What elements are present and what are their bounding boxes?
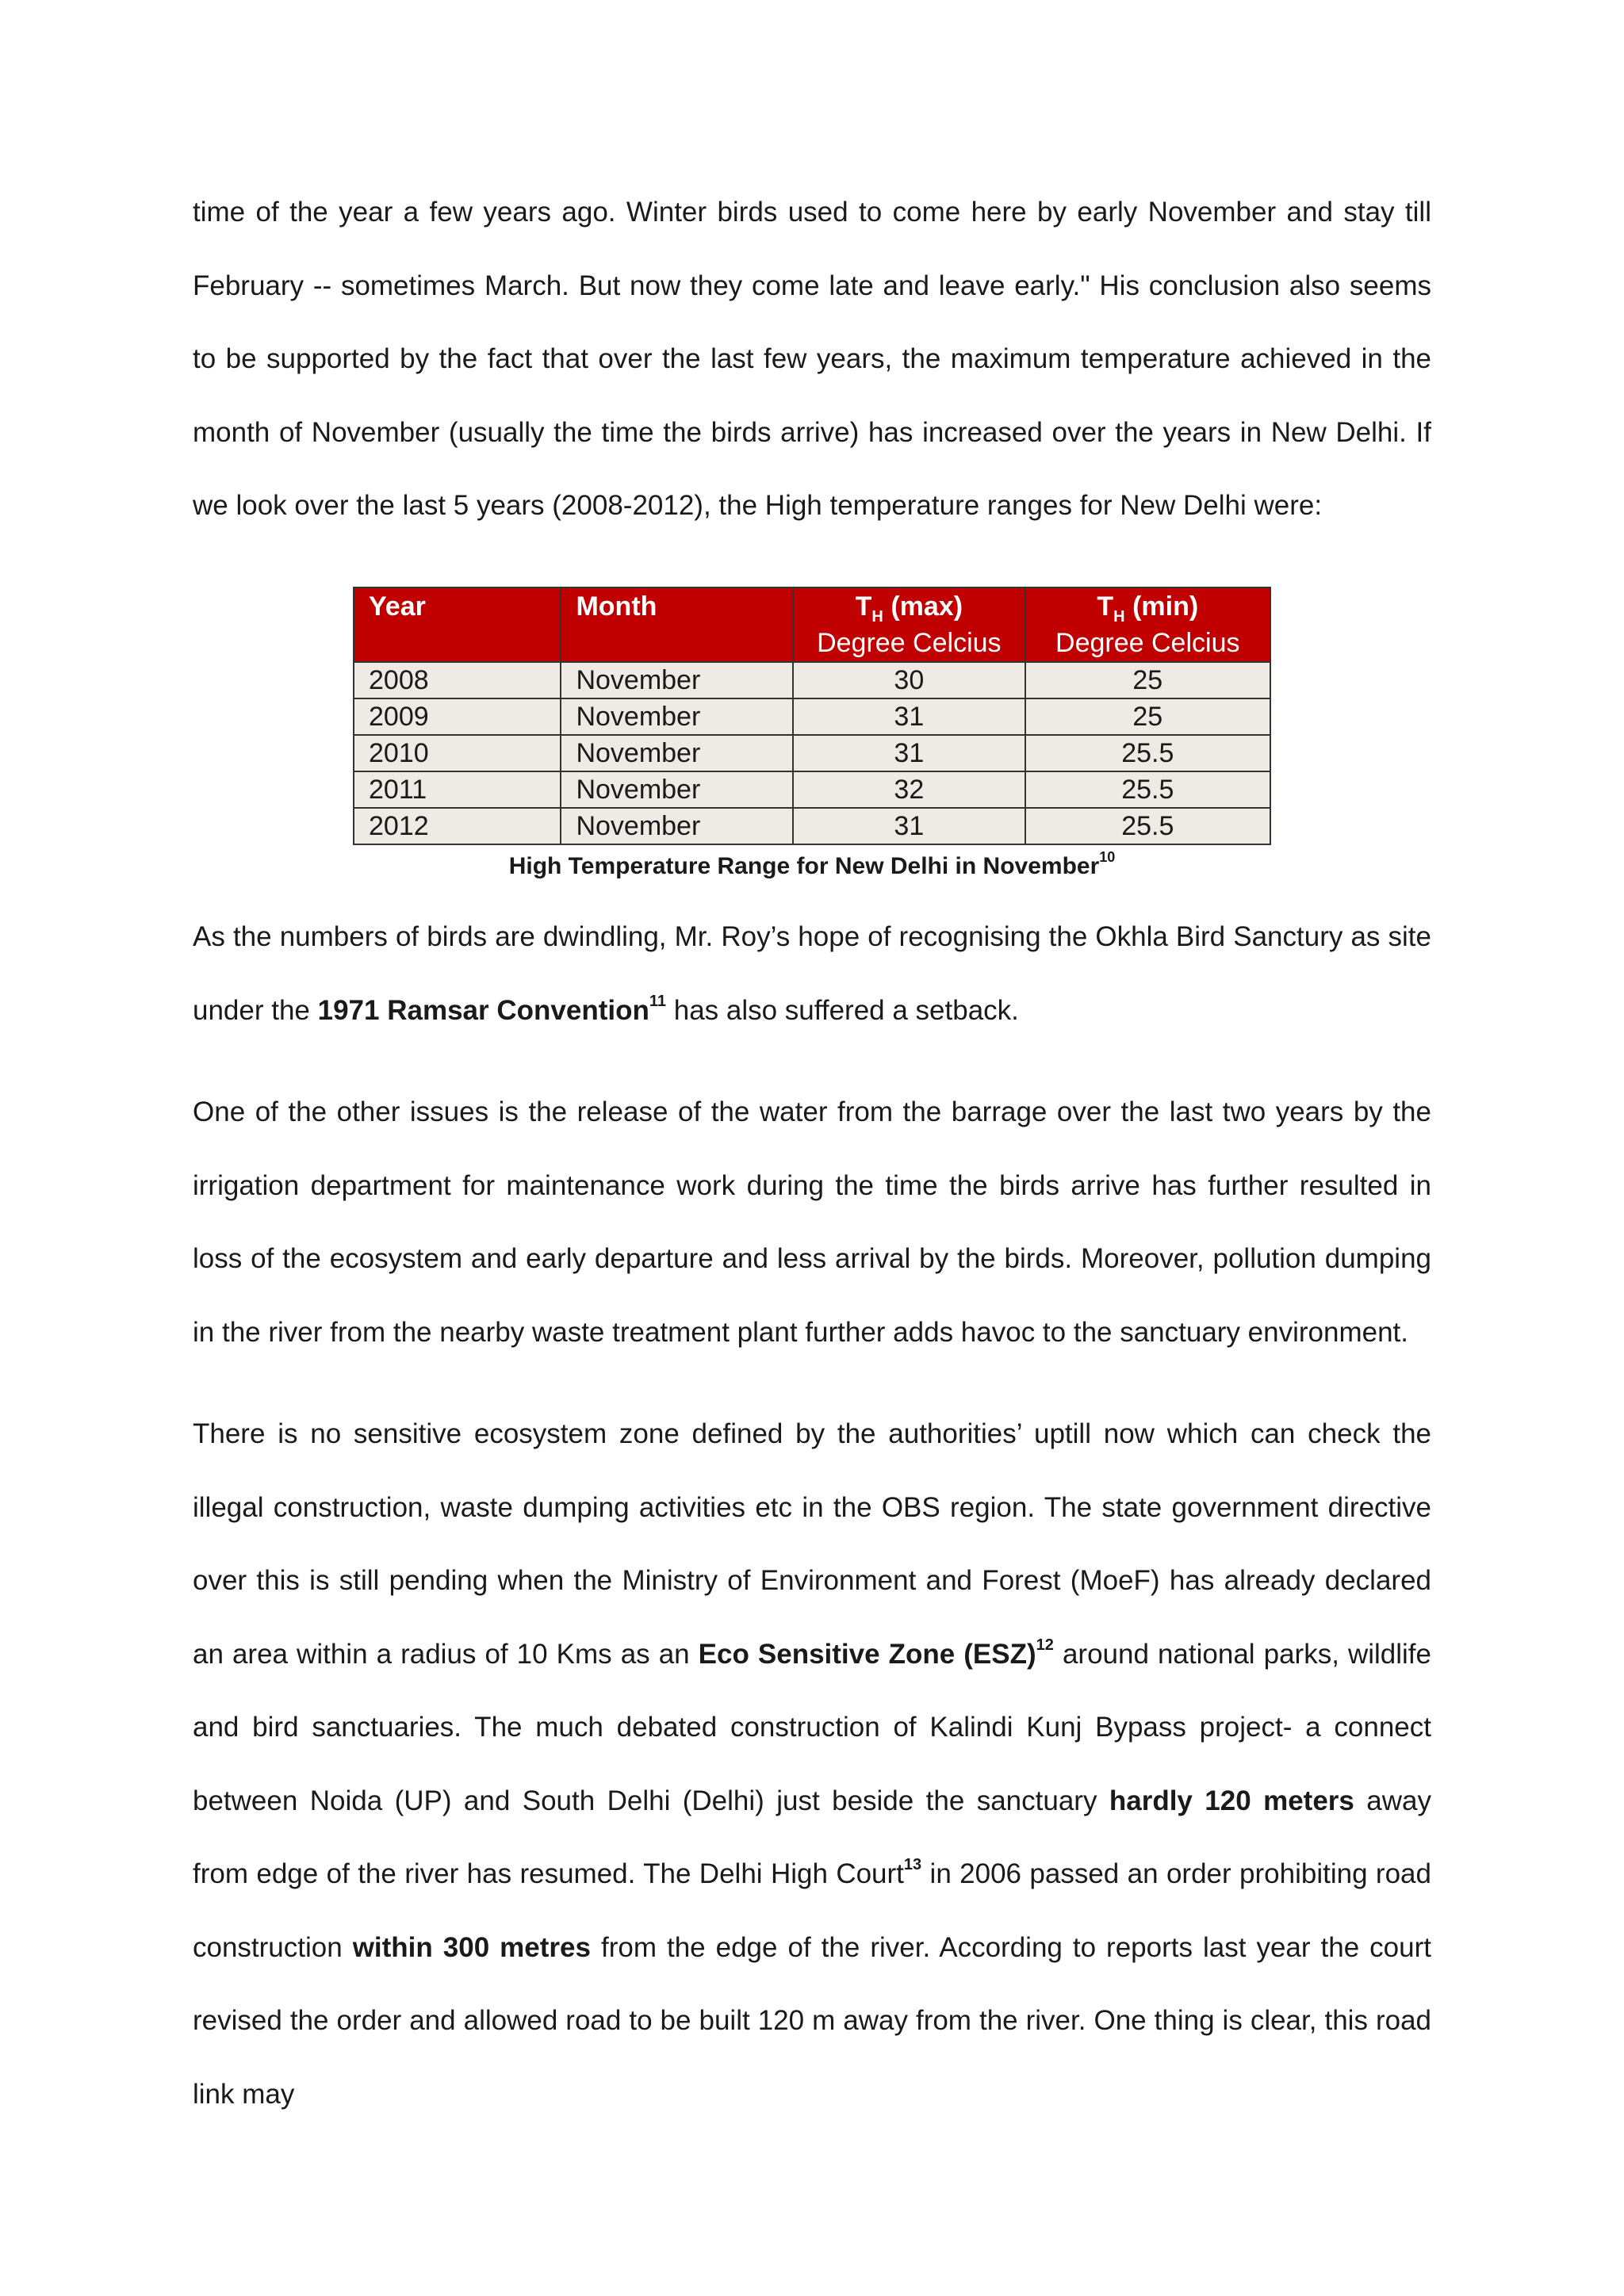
header-tmin-unit: Degree Celcius (1055, 628, 1240, 658)
cell-tmin: 25.5 (1025, 808, 1270, 844)
cell-year: 2009 (354, 698, 561, 735)
esz-text-part2: around national parks, wildlife and bird sanctuaries. The much debated construction of Kalindi Kunj Bypass project- a connect between Noida (UP) and South Delhi (Delhi) just beside the sanctuary (193, 1638, 1431, 1816)
cell-tmin: 25 (1025, 662, 1270, 698)
table-row (354, 662, 1270, 698)
esz-text-part1: There is no sensitive ecosystem zone defined by the authorities’ uptill now which can check the illegal construction, waste dumping activities etc in the OBS region. The state government directive over this is still pending when the Ministry of Environment and Forest (MoeF) has already declared an area within a radius of 10 Kms as an (193, 1418, 1431, 1670)
footnote-ref-12: 12 (1036, 1636, 1054, 1654)
header-tmax-unit: Degree Celcius (817, 628, 1002, 658)
ramsar-convention-bold: 1971 Ramsar Convention (317, 994, 649, 1026)
table-row (354, 735, 1270, 771)
header-tmin (1025, 587, 1270, 662)
cell-month: November (561, 662, 793, 698)
header-tmax (793, 587, 1025, 662)
temperature-table (353, 587, 1271, 845)
esz-text-part3: away from edge of the river has resumed. The Delhi High Court (193, 1785, 1432, 1889)
header-tmin-symbol: T (1097, 591, 1114, 622)
cell-tmax: 32 (793, 771, 1025, 808)
paragraph-ramsar-text-after: has also suffered a setback. (666, 994, 1019, 1026)
table-row (354, 698, 1270, 735)
paragraph-birds-temperature: time of the year a few years ago. Winter birds used to come here by early November and stay till February -- sometimes March. But now they come late and leave early." His conclusion also seems to be supported by the fact that over the last few years, the maximum temperature achieved in the month of November (usually the time the birds arrive) has increased over the years in New Delhi. If we look over the last 5 years (2008-2012), the High temperature ranges for New Delhi were: (193, 197, 1431, 521)
esz-text-part5: from the edge of the river. According to reports last year the court revised the order and allowed road to be built 120 m away from the river. One thing is clear, this road link may (193, 1931, 1431, 2110)
cell-tmax: 31 (793, 808, 1025, 844)
cell-tmin: 25.5 (1025, 735, 1270, 771)
table-caption-text: High Temperature Range for New Delhi in November (508, 853, 1100, 879)
caption-footnote-ref: 10 (1099, 849, 1116, 865)
cell-tmax: 30 (793, 662, 1025, 698)
header-tmax-label: (max) (883, 591, 963, 622)
cell-tmax: 31 (793, 698, 1025, 735)
cell-month: November (561, 771, 793, 808)
paragraph-ramsar-text-before: As the numbers of birds are dwindling, Mr. Roy’s hope of recognising the Okhla Bird Sanctury as site under the (193, 921, 1431, 1026)
distance-120m-bold: hardly 120 meters (1109, 1785, 1354, 1816)
cell-tmin: 25 (1025, 698, 1270, 735)
header-tmax-symbol: T (855, 591, 872, 622)
paragraph-eco-sensitive-zone (193, 1398, 1431, 2131)
table-header-row (354, 587, 1270, 662)
header-tmin-subscript: H (1113, 607, 1125, 626)
cell-year: 2008 (354, 662, 561, 698)
footnote-ref-13: 13 (903, 1856, 922, 1874)
cell-month: November (561, 808, 793, 844)
cell-month: November (561, 735, 793, 771)
paragraph-ramsar (193, 901, 1431, 1047)
header-tmax-subscript: H (871, 607, 883, 626)
cell-year: 2012 (354, 808, 561, 844)
cell-month: November (561, 698, 793, 735)
distance-300m-bold: within 300 metres (352, 1931, 591, 1963)
paragraph-water-release: One of the other issues is the release of the water from the barrage over the last two years by the irrigation department for maintenance work during the time the birds arrive has further resulted in loss of the ecosystem and early departure and less arrival by the birds. Moreover, pollution dumping in the river from the nearby waste treatment plant further adds havoc to the sanctuary environment. (193, 1096, 1431, 1348)
footnote-ref-11: 11 (649, 992, 666, 1010)
table-caption (353, 849, 1271, 880)
cell-tmin: 25.5 (1025, 771, 1270, 808)
header-tmin-label: (min) (1124, 591, 1199, 622)
table-row (354, 771, 1270, 808)
cell-year: 2011 (354, 771, 561, 808)
cell-year: 2010 (354, 735, 561, 771)
header-year: Year (354, 587, 561, 662)
esz-text-part4: in 2006 passed an order prohibiting road construction (193, 1858, 1431, 1963)
header-month: Month (561, 587, 793, 662)
cell-tmax: 31 (793, 735, 1025, 771)
table-row (354, 808, 1270, 844)
esz-bold: Eco Sensitive Zone (ESZ) (698, 1638, 1036, 1670)
